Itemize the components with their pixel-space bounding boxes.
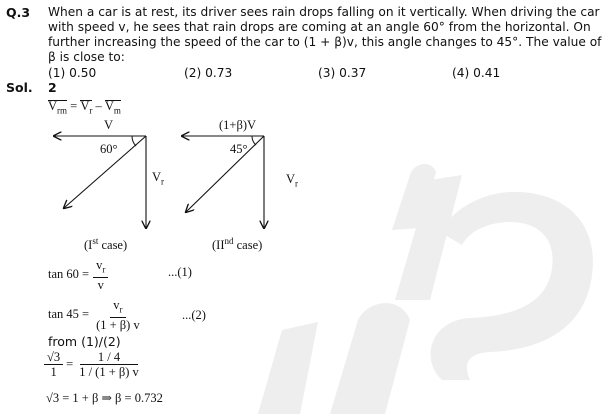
equation-2-tag: ...(2) <box>182 308 206 322</box>
question-text: When a car is at rest, its driver sees rain drops falling on it vertically. When driving the car with speed v, he sees that rain drops are coming at an angle 60° from the horizontal. On further increasing the speed of the car to (1 + β)v, this angle changes to 45°. The value of β is close to: <box>48 5 602 64</box>
final-result: √3 = 1 + β ⇒ β = 0.732 <box>46 391 163 405</box>
question-label: Q.3 <box>6 5 31 20</box>
answer-value: 2 <box>48 80 57 95</box>
case-1-angle-label: 60° <box>100 142 118 156</box>
option-2: (2) 0.73 <box>184 66 233 80</box>
case-1-top-label: V <box>104 118 114 132</box>
case-1-side-label: $V_r$ <box>152 170 165 187</box>
case-2-diagram <box>182 136 264 228</box>
solution-label: Sol. <box>6 80 33 95</box>
divide-text: from (1)/(2) <box>48 334 121 349</box>
case-2-side-label: $V_r$ <box>286 172 299 189</box>
case-2-caption: (IInd case) <box>212 236 263 253</box>
case-2-angle-label: 45° <box>230 142 248 156</box>
case-1-angle-arc <box>132 136 136 146</box>
option-1: (1) 0.50 <box>48 66 97 80</box>
equation-1: tan 60 = $\frac{v_r}{v}$ <box>48 258 108 292</box>
equation-2: tan 45 = $\frac{v_r}{(1 + \beta) v}$ <box>48 298 140 332</box>
equation-3: $\frac{√3}{1}$ = $\frac{1 / 4}{1 / (1 + \beta) v}$ <box>44 350 142 379</box>
option-4: (4) 0.41 <box>452 66 501 80</box>
equation-1-tag: ...(1) <box>168 265 192 279</box>
relative-velocity-relation: $V_{rm}$ = $V_r$ – $V_m$ <box>48 99 121 116</box>
case-2-resultant-arrow <box>186 136 264 212</box>
case-1-caption: (Ist case) <box>84 236 128 253</box>
option-3: (3) 0.37 <box>318 66 367 80</box>
case-2-top-label: (1+β)V <box>219 118 257 132</box>
